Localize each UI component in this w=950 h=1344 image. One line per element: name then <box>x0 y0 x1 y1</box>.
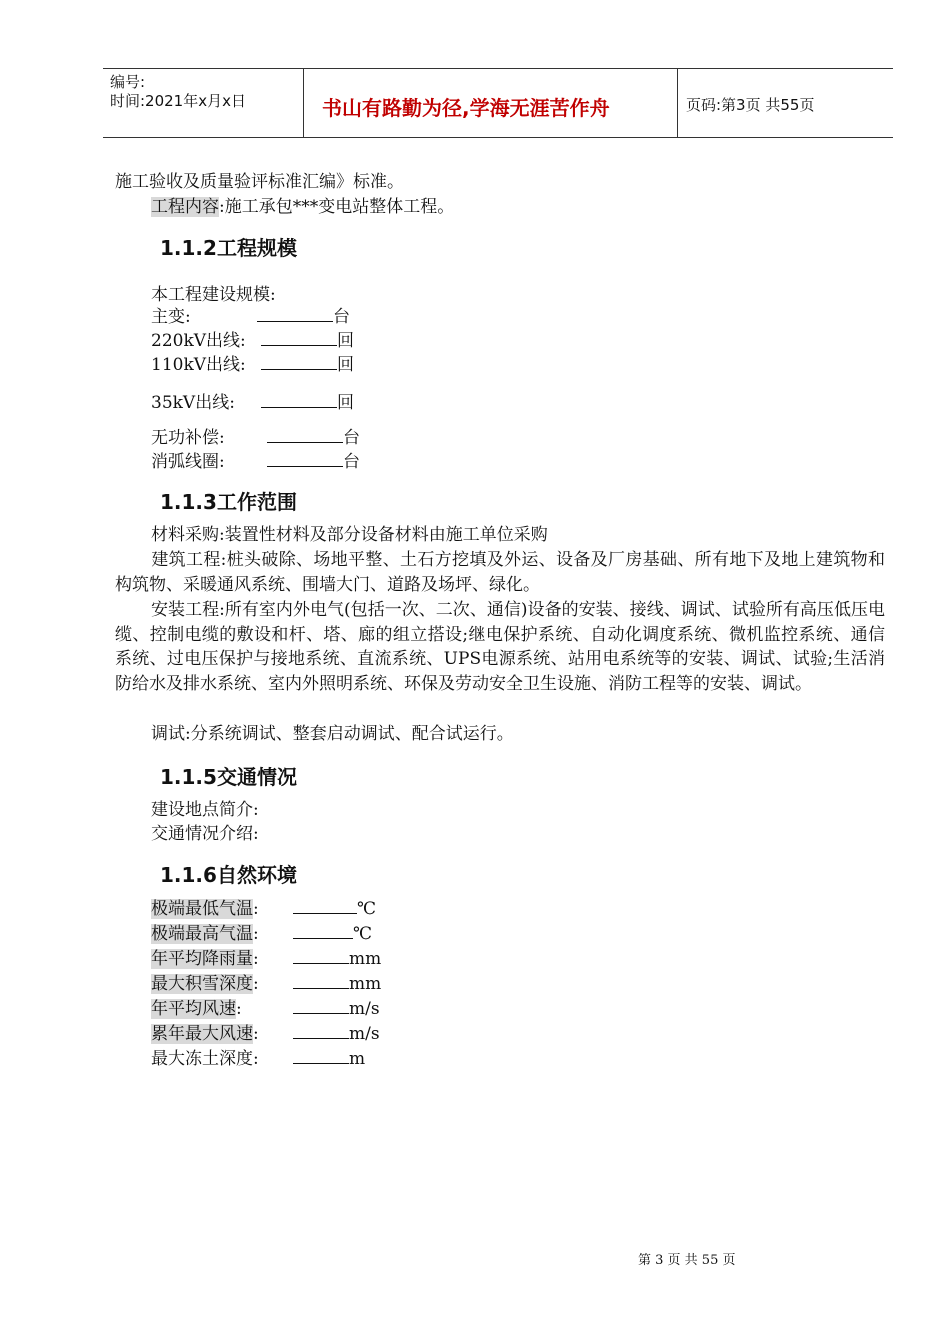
env-item-max-frost-depth: 最大冻土深度: m <box>151 1049 366 1069</box>
scale-intro: 本工程建设规模: <box>151 285 276 305</box>
env-item-annual-rainfall: 年平均降雨量: mm <box>151 949 382 969</box>
header-page-code: 页码:第3页 共55页 <box>686 96 815 114</box>
scale-item-35kv: 35kV出线: 回 <box>151 393 354 413</box>
blank-field[interactable] <box>267 451 343 467</box>
work-paragraph-installation: 安装工程:所有室内外电气(包括一次、二次、通信)设备的安装、接线、调试、试验所有高压低压电缆、控制电缆的敷设和杆、塔、廊的组立搭设;继电保护系统、自动化调度系统、微机监控系统、通信系统、过电压保护与接地系统、直流系统、UPS电源系统、站用电系统等的安装、调试、试验;生活消防给水及排水系统、室内外照明系统、环保及劳动安全卫生设施、消防工程等的安装、调试。 <box>115 600 885 694</box>
traffic-description: 交通情况介绍: <box>151 824 259 844</box>
scope-text: :施工承包***变电站整体工程。 <box>219 197 455 217</box>
scale-item-110kv: 110kV出线: 回 <box>151 355 354 375</box>
blank-field[interactable] <box>261 392 337 408</box>
blank-field[interactable] <box>293 898 357 914</box>
header-slogan: 书山有路勤为径,学海无涯苦作舟 <box>322 96 610 120</box>
blank-field[interactable] <box>293 998 349 1014</box>
blank-field[interactable] <box>267 427 343 443</box>
env-item-max-wind-speed: 累年最大风速: m/s <box>151 1024 380 1044</box>
blank-field[interactable] <box>261 354 337 370</box>
traffic-location: 建设地点简介: <box>151 800 259 820</box>
work-paragraph-commissioning: 调试:分系统调试、整套启动调试、配合试运行。 <box>151 724 514 744</box>
blank-field[interactable] <box>257 306 333 322</box>
scale-item-reactive-compensation: 无功补偿: 台 <box>151 428 360 448</box>
blank-field[interactable] <box>293 923 353 939</box>
header-divider <box>677 69 678 137</box>
document-date: 时间:2021年x月x日 <box>110 92 246 110</box>
header-divider <box>303 69 304 137</box>
intro-line: 施工验收及质量验评标准汇编》标准。 <box>115 172 404 192</box>
document-number-label: 编号: <box>110 73 146 91</box>
work-paragraph-materials: 材料采购:装置性材料及部分设备材料由施工单位采购 <box>151 525 548 545</box>
scope-line <box>151 195 454 219</box>
scale-item-main-transformer: 主变: 台 <box>151 307 350 327</box>
env-item-max-snow-depth: 最大积雪深度: mm <box>151 974 382 994</box>
blank-field[interactable] <box>261 330 337 346</box>
work-paragraph-construction: 建筑工程:桩头破除、场地平整、土石方挖填及外运、设备及厂房基础、所有地下及地上建筑物和构筑物、采暖通风系统、围墙大门、道路及场坪、绿化。 <box>115 550 885 595</box>
blank-field[interactable] <box>293 973 349 989</box>
blank-field[interactable] <box>293 1048 349 1064</box>
section-heading-scale: 1.1.2工程规模 <box>160 236 297 260</box>
blank-field[interactable] <box>293 948 349 964</box>
section-heading-environment: 1.1.6自然环境 <box>160 863 297 887</box>
scope-label: 工程内容 <box>151 197 219 217</box>
section-heading-work-scope: 1.1.3工作范围 <box>160 490 297 514</box>
env-item-annual-wind-speed: 年平均风速: m/s <box>151 999 380 1019</box>
env-item-min-temp: 极端最低气温: ℃ <box>151 899 377 919</box>
blank-field[interactable] <box>293 1023 349 1039</box>
env-item-max-temp: 极端最高气温: ℃ <box>151 924 373 944</box>
footer-page-number: 第 3 页 共 55 页 <box>638 1253 736 1268</box>
scale-item-arc-suppression-coil: 消弧线圈: 台 <box>151 452 360 472</box>
section-heading-traffic: 1.1.5交通情况 <box>160 765 297 789</box>
scale-item-220kv: 220kV出线: 回 <box>151 331 354 351</box>
